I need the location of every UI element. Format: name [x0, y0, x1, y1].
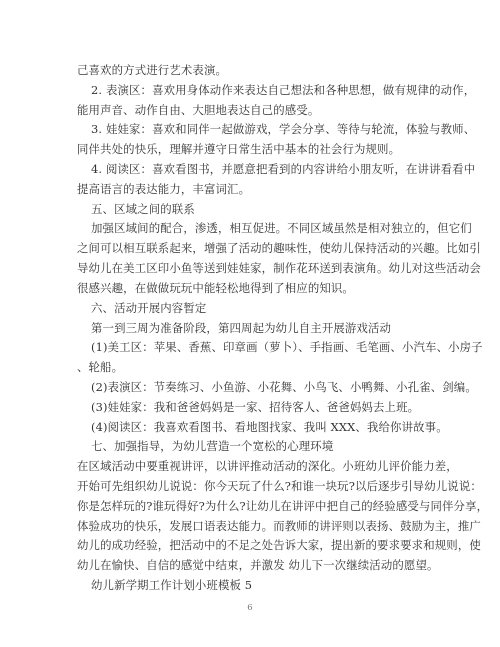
text-line: 、轮船。	[77, 360, 124, 374]
text-line: 加强区域间的配合，渗透，相互促进。不同区域虽然是相对独立的，但它们	[91, 221, 472, 235]
text-line: 幼儿在愉快、自信的感觉中结束，并激发 幼儿下一次继续活动的愿望。	[77, 558, 439, 572]
text-line: 体验成功的快乐，发展口语表达能力。而教师的讲评则以表扬、鼓励为主，推广	[77, 519, 481, 533]
text-line: 提高语言的表达能力，丰富词汇。	[77, 182, 251, 196]
text-line: 己喜欢的方式进行艺术表演。	[77, 63, 228, 77]
text-line: 开始可先组织幼儿说说：你今天玩了什么?和谁一块玩?以后逐步引导幼儿说说：	[77, 479, 482, 493]
text-line: 你是怎样玩的?谁玩得好?为什么?让幼儿在讲评中把自己的经验感受与同伴分享，	[77, 499, 489, 513]
text-line: (1)美工区：苹果、香蕉、印章画（萝卜）、手指画、毛笔画、小汽车、小房子	[91, 340, 483, 354]
text-line: 五、区域之间的联系	[91, 202, 195, 216]
text-line: 之间可以相互联系起来，增强了活动的趣味性，使幼儿保持活动的兴趣。比如引	[77, 241, 481, 255]
text-line: 在区域活动中要重视讲评，以讲评推动活动的深化。小班幼儿评价能力差，	[77, 459, 458, 473]
text-line: 同伴共处的快乐，理解并遵守日常生活中基本的社会行为规则。	[77, 142, 401, 156]
text-line: 很感兴趣，在做做玩玩中能轻松地得到了相应的知识。	[77, 281, 354, 295]
text-line: (3)娃娃家：我和爸爸妈妈是一家、招待客人、爸爸妈妈去上班。	[91, 400, 420, 414]
text-line: 导幼儿在美工区印小鱼等送到娃娃家，制作花环送到表演角。幼儿对这些活动会	[77, 261, 481, 275]
page-number: 6	[247, 603, 253, 613]
text-line: 第一到三周为准备阶段，第四周起为幼儿自主开展游戏活动	[91, 321, 392, 335]
text-line: 3. 娃娃家：喜欢和同伴一起做游戏，学会分享、等待与轮流，体验与教师、	[91, 122, 476, 136]
text-line: 能用声音、动作自由、大胆地表达自己的感受。	[77, 103, 320, 117]
text-line: 2. 表演区：喜欢用身体动作来表达自己想法和各种思想，做有规律的动作，	[91, 83, 476, 97]
text-line: 幼儿新学期工作计划小班模板 5	[91, 578, 253, 592]
text-line: (2)表演区：节奏练习、小鱼游、小花舞、小鸟飞、小鸭舞、小孔雀、剑编。	[91, 380, 477, 394]
text-line: (4)阅读区：我喜欢看图书、看地图找家、我叫 XXX、我给你讲故事。	[91, 420, 448, 434]
text-line: 幼儿的成功经验，把活动中的不足之处告诉大家，提出新的要求要求和规则，使	[77, 538, 481, 552]
text-line: 六、活动开展内容暂定	[91, 301, 207, 315]
text-line: 4. 阅读区：喜欢看图书，并愿意把看到的内容讲给小朋友听，在讲讲看看中	[91, 162, 476, 176]
text-line: 七、加强指导，为幼儿营造一个宽松的心理环境	[91, 439, 334, 453]
